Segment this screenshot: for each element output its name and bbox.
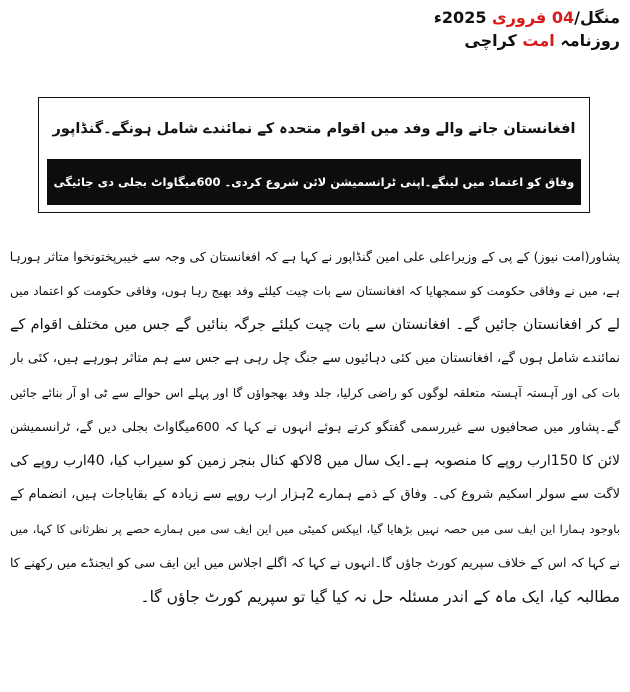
body-line: ہے، میں نے وفاقی حکومت کو سمجھایا کہ افغانستان سے بات چیت کیلئے وفد بھیج رہا ہوں، وفاقی حکومت کو اعتماد میں	[10, 284, 620, 298]
year: 2025ء	[433, 8, 487, 27]
month-name: فروری	[492, 8, 547, 27]
body-line: بات کی اور آہستہ آہستہ متعلقہ لوگوں کو راضی کرلیا، جلد وفد بھجواؤں گا اور پہلے اس حوالے سے ٹی او آر بنائے جائیں	[10, 386, 620, 400]
day-name: منگل/	[574, 8, 620, 27]
body-line: باوجود ہمارا این ایف سی میں حصہ نہیں بڑھایا گیا، ایپکس کمیٹی میں این ایف سی میں ہمارے حصے پر نظرثانی کا کہا، میں	[10, 522, 620, 536]
paper-city: کراچی	[464, 31, 517, 50]
body-line: لاگت سے سولر اسکیم شروع کی۔ وفاق کے ذمے ہمارے 2ہزار ارب روپے سے زیادہ کے بقایاجات ہیں، انضمام کے	[10, 487, 620, 502]
body-line: مطالبہ کیا، ایک ماہ کے اندر مسئلہ حل نہ کیا گیا تو سپریم کورٹ جاؤں گا۔	[140, 588, 620, 606]
dateline	[320, 6, 620, 52]
day-number: 04	[551, 8, 575, 27]
headline-box	[38, 97, 590, 213]
paper-prefix: روزنامہ	[560, 31, 620, 50]
body-line: گے۔پشاور میں صحافیوں سے غیررسمی گفتگو کرتے ہوئے انہوں نے کہا کہ 600میگاواٹ بجلی دیں گے، ٹرانسمیشن	[10, 419, 620, 434]
body-line: پشاور(امت نیوز) کے پی کے وزیراعلی علی امین گنڈاپور نے کہا ہے کہ افغانستان کی وجہ سے خیبرپختونخوا متاثر ہورہا	[10, 249, 620, 264]
headline: افغانستان جانے والے وفد میں اقوام متحدہ کے نمائندے شامل ہونگے۔گنڈاپور	[52, 121, 576, 137]
subheadline: وفاق کو اعتماد میں لینگے۔اپنی ٹرانسمیشن لائن شروع کردی۔ 600میگاواٹ بجلی دی جائیگی	[47, 159, 581, 205]
body-line: نے کہا کہ اس کے خلاف سپریم کورٹ جاؤں گا۔انہوں نے کہا کہ اگلے اجلاس میں این ایف سی کو ایجنڈے میں رکھنے کا	[10, 555, 620, 570]
date-row	[320, 6, 620, 30]
body-line: نمائندے شامل ہوں گے، افغانستان میں کئی دہائیوں سے جنگ چل رہی ہے جس سے ہم متاثر ہورہے ہیں، کئی بار	[10, 351, 620, 366]
body-line: لائن کا 150ارب روپے کا منصوبہ ہے۔ایک سال میں 8لاکھ کنال بنجر زمین کو سیراب کیا، 40ارب روپے کی	[10, 453, 620, 469]
paper-name: امت	[522, 31, 555, 50]
article-body	[10, 240, 620, 614]
newspaper-name-row	[320, 30, 620, 52]
body-line: لے کر افغانستان جائیں گے۔ افغانستان سے بات چیت کیلئے جرگہ بنائیں گے جس میں مختلف اقوام کے	[10, 317, 620, 333]
